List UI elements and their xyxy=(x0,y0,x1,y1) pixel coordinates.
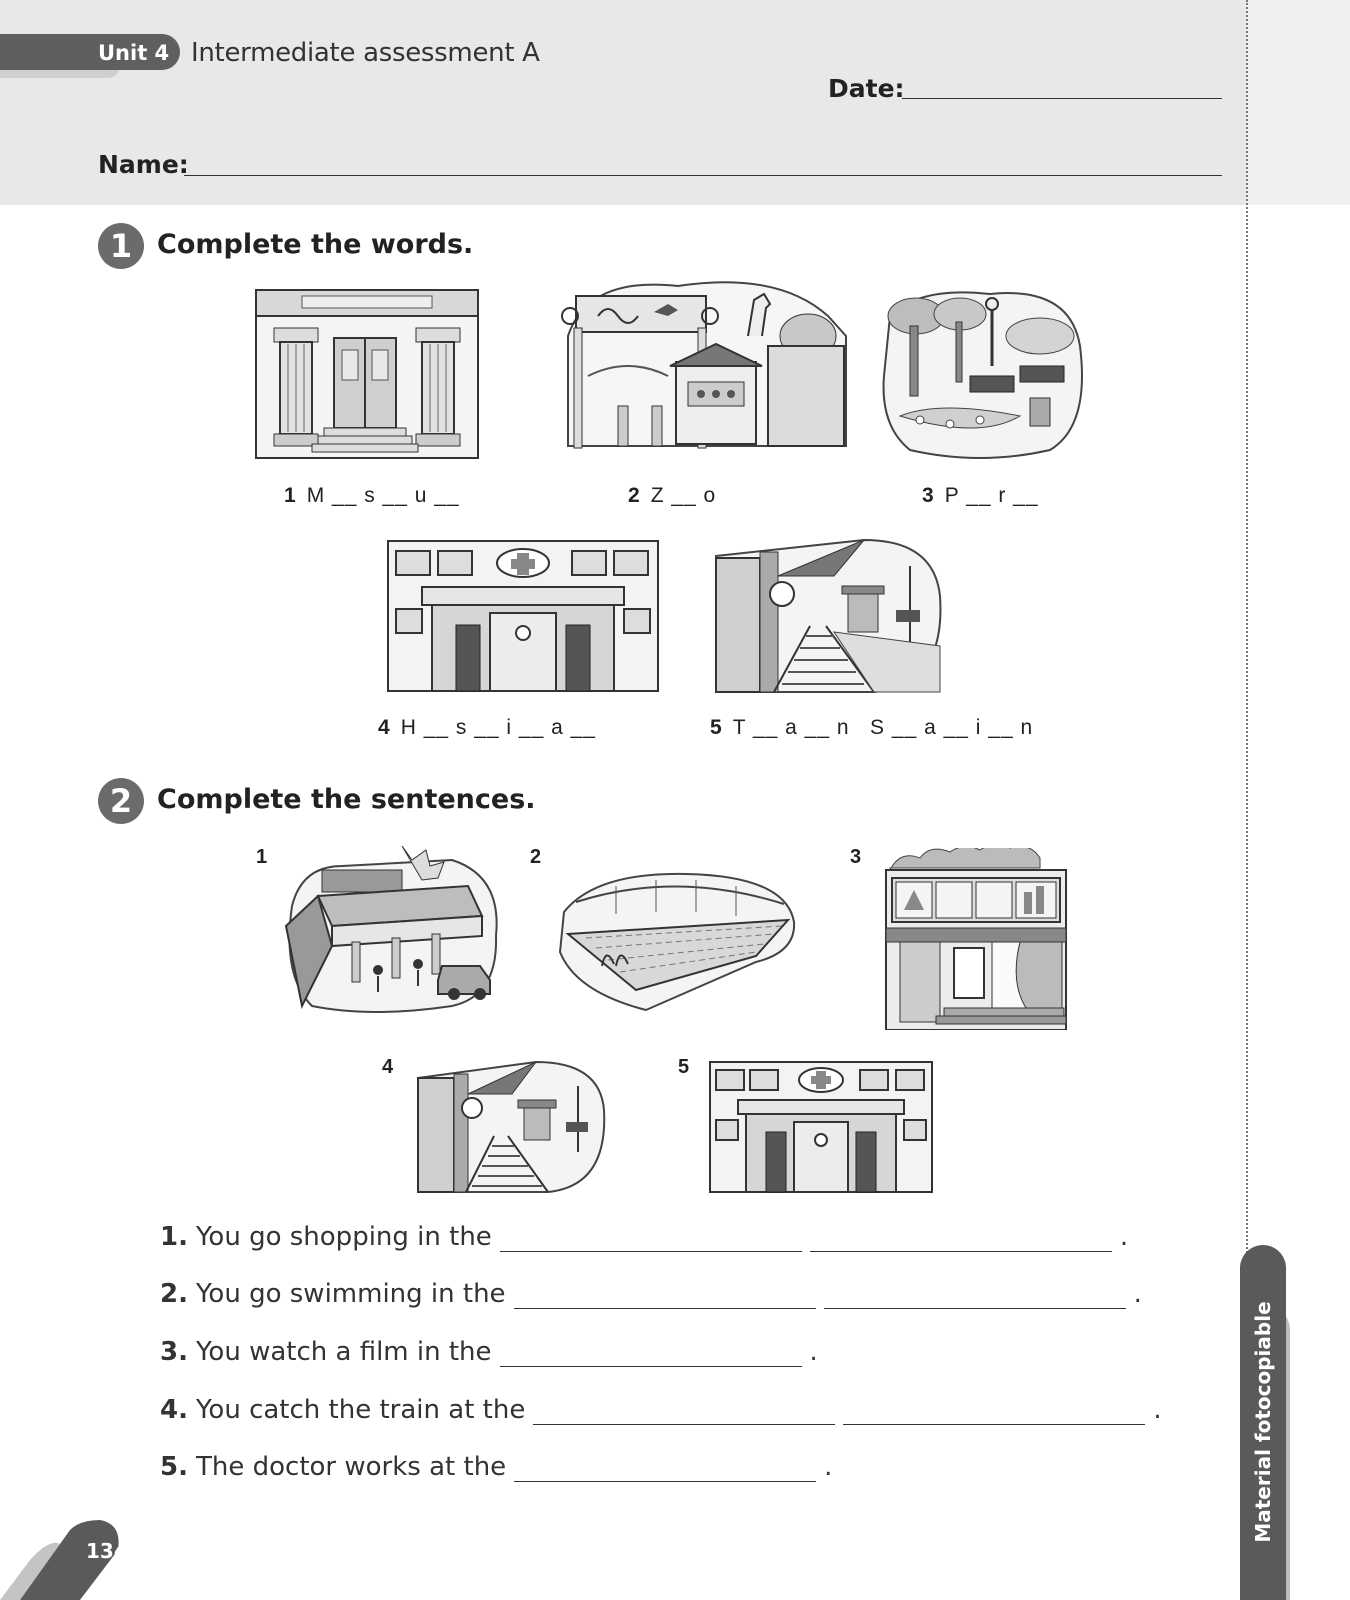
date-field[interactable] xyxy=(902,98,1222,99)
name-label: Name: xyxy=(98,150,189,179)
word-3: 3 P __ r __ xyxy=(922,484,1039,507)
answer-blank[interactable] xyxy=(533,1401,835,1425)
answer-blank[interactable] xyxy=(500,1228,802,1252)
answer-blank[interactable] xyxy=(514,1458,816,1482)
date-label: Date: xyxy=(828,74,905,103)
assessment-title: Intermediate assessment A xyxy=(191,38,540,68)
section-2-title: Complete the sentences. xyxy=(157,784,536,815)
answer-blank[interactable] xyxy=(500,1343,802,1367)
page-number: 134 xyxy=(86,1539,128,1563)
museum-picture xyxy=(254,288,480,460)
sentence-2: 2. You go swimming in the . xyxy=(160,1279,1142,1309)
hospital-picture xyxy=(386,539,660,693)
train-station-picture-2 xyxy=(416,1060,606,1194)
word-5: 5 T __ a __ n S __ a __ i __ n xyxy=(710,716,1034,739)
answer-blank[interactable] xyxy=(514,1285,816,1309)
zoo-picture xyxy=(558,276,854,460)
sentence-4: 4. You catch the train at the . xyxy=(160,1395,1162,1425)
picture-number-5: 5 xyxy=(678,1056,690,1078)
word-2: 2 Z __ o xyxy=(628,484,717,507)
unit-label: Unit 4 xyxy=(98,41,170,65)
section-1-number: 1 xyxy=(98,223,144,269)
answer-blank[interactable] xyxy=(824,1285,1126,1309)
picture-number-4: 4 xyxy=(382,1056,394,1078)
shopping-centre-picture xyxy=(282,846,508,1014)
word-1: 1 M __ s __ u __ xyxy=(284,484,460,507)
train-station-picture xyxy=(714,536,944,696)
section-1-title: Complete the words. xyxy=(157,229,474,260)
picture-number-3: 3 xyxy=(850,846,862,868)
cinema-picture xyxy=(884,848,1068,1030)
park-picture xyxy=(880,286,1086,462)
answer-blank[interactable] xyxy=(843,1401,1145,1425)
name-field[interactable] xyxy=(184,175,1222,176)
sentence-1: 1. You go shopping in the . xyxy=(160,1222,1129,1252)
sentence-3: 3. You watch a film in the . xyxy=(160,1337,818,1367)
section-2-number: 2 xyxy=(98,778,144,824)
picture-number-2: 2 xyxy=(530,846,542,868)
photocopiable-label: Material fotocopiable xyxy=(1251,1301,1275,1543)
answer-blank[interactable] xyxy=(810,1228,1112,1252)
header-margin xyxy=(1246,0,1350,205)
word-4: 4 H __ s __ i __ a __ xyxy=(378,716,596,739)
picture-number-1: 1 xyxy=(256,846,268,868)
sentence-5: 5. The doctor works at the . xyxy=(160,1452,833,1482)
swimming-pool-picture xyxy=(556,872,798,1012)
hospital-picture-2 xyxy=(708,1060,934,1194)
